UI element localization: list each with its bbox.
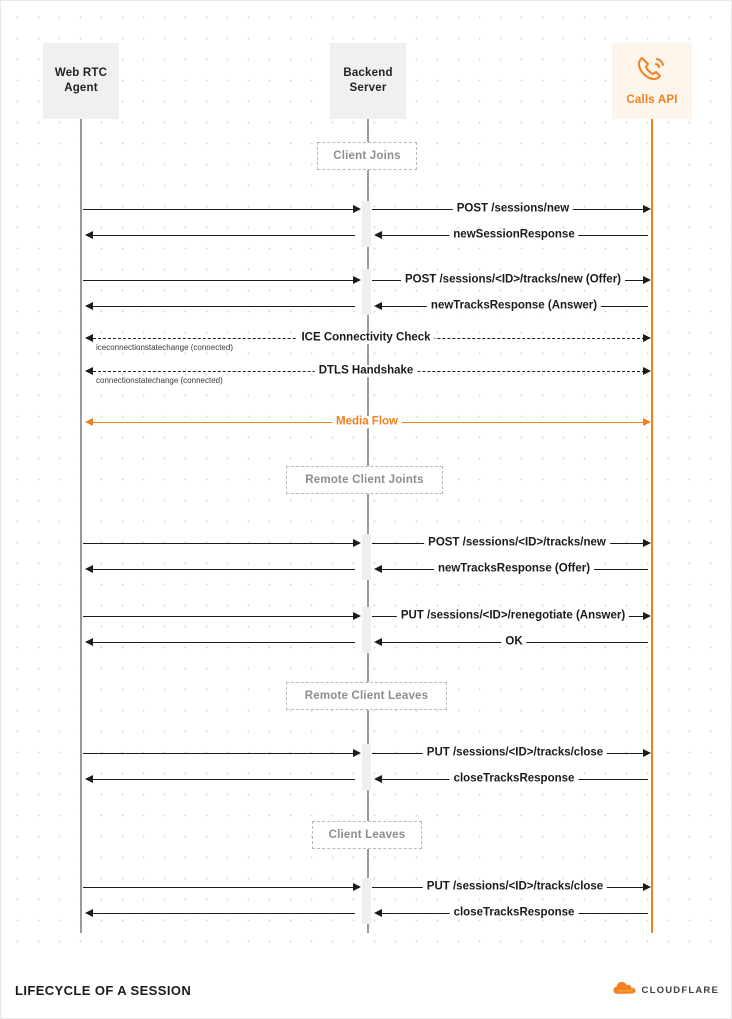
- arrow-head-left-icon: [85, 638, 93, 646]
- arrow-head-right-icon: [643, 612, 651, 620]
- footer-title: LIFECYCLE OF A SESSION: [15, 982, 192, 998]
- actor-backend-server[interactable]: [330, 43, 406, 119]
- arrow-head-left-icon: [85, 302, 93, 310]
- message-label: POST /sessions/<ID>/tracks/new: [424, 537, 610, 549]
- phone-icon: [635, 54, 669, 89]
- message-arrow-line: [93, 569, 355, 570]
- actor-label-line1: Backend: [343, 67, 393, 80]
- actor-label-line2: Server: [349, 82, 387, 94]
- arrow-head-right-icon: [353, 205, 361, 213]
- phase-client-joins: [317, 142, 417, 170]
- arrow-head-right-icon: [643, 367, 651, 375]
- phase-label: Remote Client Joints: [305, 474, 424, 486]
- arrow-head-left-icon: [85, 418, 93, 426]
- arrow-head-left-icon: [85, 334, 93, 342]
- message-label: ICE Connectivity Check: [297, 332, 434, 344]
- message-label: POST /sessions/new: [453, 203, 573, 215]
- arrow-head-right-icon: [353, 883, 361, 891]
- message-arrow-line: [83, 280, 355, 281]
- message-label: PUT /sessions/<ID>/tracks/close: [423, 747, 607, 759]
- phase-client-leaves: [312, 821, 422, 849]
- message-sublabel: connectionstatechange (connected): [93, 377, 226, 385]
- actor-web-rtc-agent[interactable]: [43, 43, 119, 119]
- arrow-head-left-icon: [374, 302, 382, 310]
- sequence-diagram-canvas: [1, 1, 732, 961]
- arrow-head-right-icon: [643, 883, 651, 891]
- arrow-head-right-icon: [643, 276, 651, 284]
- arrow-head-right-icon: [643, 418, 651, 426]
- activation-bar: [362, 269, 371, 315]
- message-arrow-line: [83, 209, 355, 210]
- phase-label: Remote Client Leaves: [304, 690, 429, 702]
- message-arrow-line: [93, 913, 355, 914]
- arrow-head-left-icon: [374, 775, 382, 783]
- arrow-head-right-icon: [353, 612, 361, 620]
- message-label: closeTracksResponse: [450, 773, 579, 785]
- actor-label-line1: Calls API: [626, 94, 678, 106]
- message-arrow-line: [83, 616, 355, 617]
- message-arrow-line: [83, 887, 355, 888]
- message-arrow-line: [83, 543, 355, 544]
- arrow-head-right-icon: [353, 276, 361, 284]
- phase-label: Client Leaves: [328, 829, 406, 841]
- message-label: POST /sessions/<ID>/tracks/new (Offer): [401, 274, 625, 286]
- actor-label-line1: Web RTC: [54, 67, 108, 80]
- message-arrow-line: [93, 642, 355, 643]
- message-label: PUT /sessions/<ID>/tracks/close: [423, 881, 607, 893]
- arrow-head-left-icon: [85, 367, 93, 375]
- phase-label: Client Joins: [333, 150, 401, 162]
- message-arrow-line: [93, 235, 355, 236]
- lifeline-calls-api: [651, 119, 653, 933]
- message-arrow-line: [83, 753, 355, 754]
- message-label: newTracksResponse (Answer): [427, 300, 601, 312]
- message-label: PUT /sessions/<ID>/renegotiate (Answer): [397, 610, 629, 622]
- arrow-head-left-icon: [85, 231, 93, 239]
- activation-bar: [362, 607, 371, 653]
- cloudflare-cloud-icon: [611, 981, 637, 1000]
- message-label: DTLS Handshake: [315, 365, 418, 377]
- footer: [1, 961, 732, 1019]
- actor-label-line2: Agent: [64, 82, 98, 94]
- phase-remote-client-joints: [286, 466, 443, 494]
- arrow-head-left-icon: [85, 909, 93, 917]
- arrow-head-left-icon: [85, 565, 93, 573]
- arrow-head-right-icon: [353, 539, 361, 547]
- arrow-head-right-icon: [643, 205, 651, 213]
- message-arrow-line: [93, 306, 355, 307]
- arrow-head-right-icon: [353, 749, 361, 757]
- arrow-head-left-icon: [85, 775, 93, 783]
- activation-bar: [362, 201, 371, 247]
- lifeline-webrtc-agent: [80, 119, 82, 933]
- arrow-head-right-icon: [643, 334, 651, 342]
- arrow-head-left-icon: [374, 909, 382, 917]
- message-arrow-line: [93, 779, 355, 780]
- message-label: newTracksResponse (Offer): [434, 563, 594, 575]
- message-label: newSessionResponse: [449, 229, 578, 241]
- message-label: closeTracksResponse: [450, 907, 579, 919]
- arrow-head-right-icon: [643, 749, 651, 757]
- activation-bar: [362, 878, 371, 924]
- message-label: OK: [501, 636, 526, 648]
- actor-calls-api[interactable]: [612, 43, 692, 119]
- brand-logo: [611, 981, 719, 1000]
- phase-remote-client-leaves: [286, 682, 447, 710]
- arrow-head-right-icon: [643, 539, 651, 547]
- activation-bar: [362, 534, 371, 580]
- message-label: Media Flow: [332, 416, 402, 428]
- activation-bar: [362, 744, 371, 790]
- message-sublabel: iceconnectionstatechange (connected): [93, 344, 236, 352]
- arrow-head-left-icon: [374, 231, 382, 239]
- arrow-head-left-icon: [374, 565, 382, 573]
- brand-text: CLOUDFLARE: [641, 984, 719, 996]
- arrow-head-left-icon: [374, 638, 382, 646]
